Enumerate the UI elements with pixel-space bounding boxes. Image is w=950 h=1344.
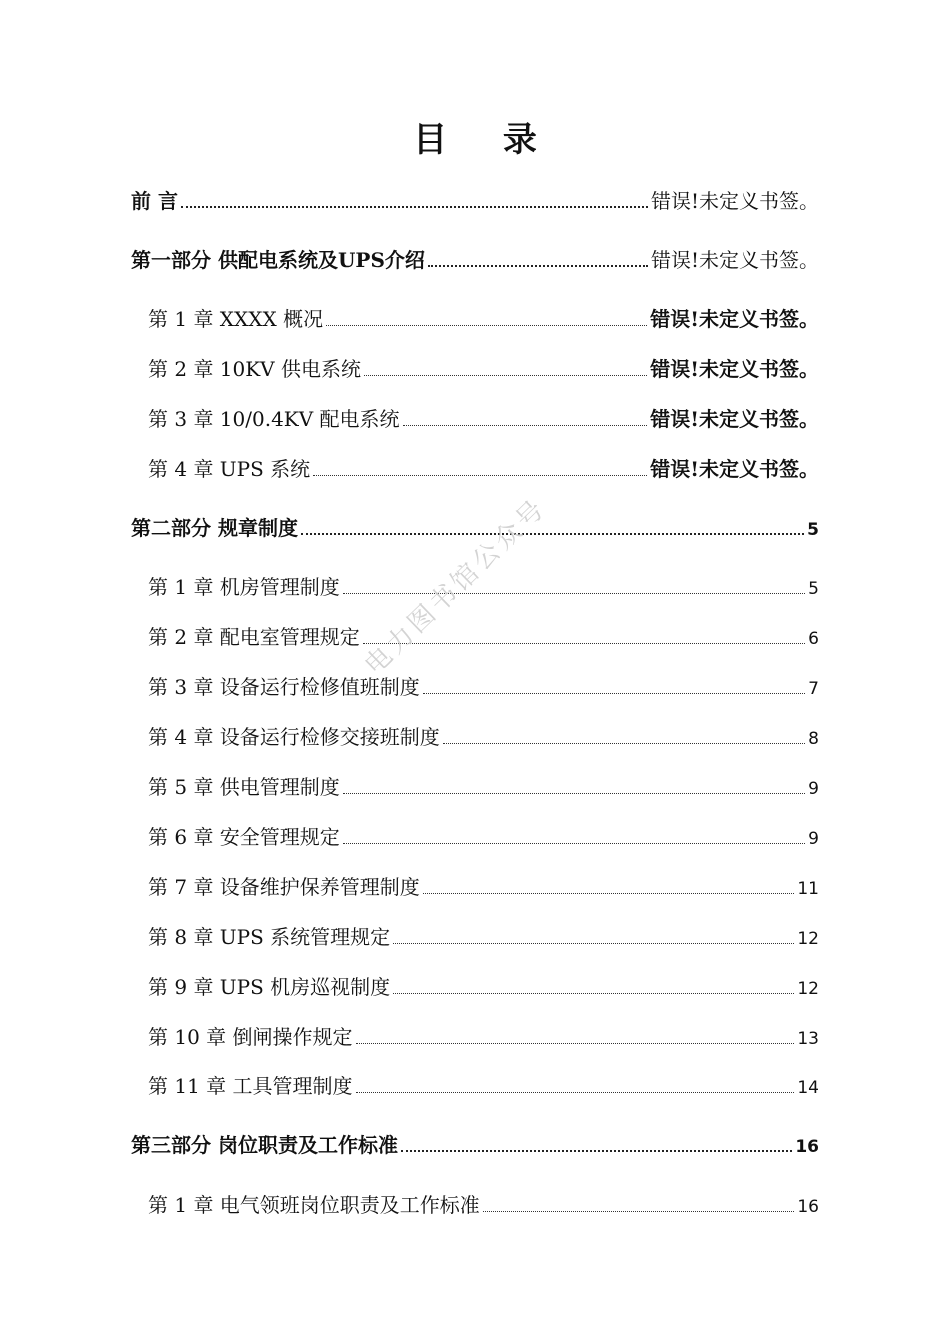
toc-entry-label: 第 4 章 UPS 系统 <box>148 457 311 481</box>
toc-entry-preface[interactable] <box>131 186 819 216</box>
toc-entry-label: 第 6 章 安全管理规定 <box>148 825 340 849</box>
toc-entry-page: 12 <box>797 929 819 949</box>
dot-leader <box>181 206 648 208</box>
dot-leader <box>343 793 805 794</box>
toc-entry-part2-ch6[interactable] <box>148 822 819 852</box>
dot-leader <box>423 693 805 694</box>
toc-entry-page: 5 <box>807 520 819 540</box>
toc-entry-page: 错误!未定义书签。 <box>650 357 819 381</box>
toc-entry-page: 9 <box>808 829 819 849</box>
toc-entry-part2-ch2[interactable] <box>148 622 819 652</box>
toc-entry-page: 7 <box>808 679 819 699</box>
toc-entry-label: 第 1 章 机房管理制度 <box>148 575 340 599</box>
toc-entry-label: 第 2 章 10KV 供电系统 <box>148 357 361 381</box>
dot-leader <box>423 893 795 894</box>
toc-entry-label: 第 10 章 倒闸操作规定 <box>148 1025 353 1049</box>
toc-entry-part2-ch7[interactable] <box>148 872 819 902</box>
toc-entry-part2-ch8[interactable] <box>148 922 819 952</box>
dot-leader <box>393 993 794 994</box>
toc-entry-label: 第 2 章 配电室管理规定 <box>148 625 360 649</box>
toc-entry-part1-ch4[interactable] <box>148 454 819 484</box>
toc-entry-page: 16 <box>797 1197 819 1217</box>
dot-leader <box>483 1211 795 1212</box>
page-title: 目 录 <box>413 120 559 160</box>
toc-entry-part1-ch2[interactable] <box>148 354 819 384</box>
toc-entry-part2-ch10[interactable] <box>148 1022 819 1052</box>
toc-entry-part2-ch3[interactable] <box>148 672 819 702</box>
toc-entry-part3-ch1[interactable] <box>148 1190 819 1220</box>
toc-entry-label: 第 1 章 电气领班岗位职责及工作标准 <box>148 1193 480 1217</box>
toc-entry-page: 错误!未定义书签。 <box>650 307 819 331</box>
toc-entry-page: 13 <box>797 1029 819 1049</box>
dot-leader <box>443 743 805 744</box>
dot-leader <box>356 1043 795 1044</box>
toc-entry-part-1[interactable] <box>131 245 819 275</box>
toc-entry-page: 8 <box>808 729 819 749</box>
toc-entry-part-3[interactable] <box>131 1130 819 1160</box>
toc-entry-label: 前 言 <box>131 189 178 213</box>
dot-leader <box>363 643 805 644</box>
toc-entry-page: 14 <box>797 1078 819 1098</box>
dot-leader <box>364 375 647 376</box>
toc-entry-page: 错误!未定义书签。 <box>650 407 819 431</box>
toc-entry-page: 9 <box>808 779 819 799</box>
toc-entry-label: 第 4 章 设备运行检修交接班制度 <box>148 725 440 749</box>
dot-leader <box>343 593 805 594</box>
toc-entry-label: 第二部分 规章制度 <box>131 516 298 540</box>
toc-entry-page: 11 <box>797 879 819 899</box>
watermark: 电力图书馆公众号 <box>359 492 553 681</box>
toc-entry-label: 第 9 章 UPS 机房巡视制度 <box>148 975 391 999</box>
toc-entry-part2-ch4[interactable] <box>148 722 819 752</box>
toc-entry-page: 16 <box>795 1137 819 1157</box>
toc-entry-part1-ch3[interactable] <box>148 404 819 434</box>
dot-leader <box>313 475 647 476</box>
toc-entry-label: 第三部分 岗位职责及工作标准 <box>131 1133 398 1157</box>
dot-leader <box>301 533 804 535</box>
toc-entry-page: 错误!未定义书签。 <box>650 189 819 213</box>
toc-entry-page: 6 <box>808 629 819 649</box>
toc-entry-label: 第 8 章 UPS 系统管理规定 <box>148 925 391 949</box>
toc-entry-part2-ch9[interactable] <box>148 972 819 1002</box>
toc-entry-label: 第 5 章 供电管理制度 <box>148 775 340 799</box>
dot-leader <box>401 1150 792 1152</box>
dot-leader <box>428 265 648 267</box>
dot-leader <box>393 943 794 944</box>
dot-leader <box>326 325 647 326</box>
toc-entry-label: 第一部分 供配电系统及UPS介绍 <box>131 248 425 272</box>
toc-entry-page: 错误!未定义书签。 <box>650 457 819 481</box>
toc-entry-label: 第 1 章 XXXX 概况 <box>148 307 324 331</box>
toc-entry-label: 第 11 章 工具管理制度 <box>148 1074 353 1098</box>
toc-entry-page: 12 <box>797 979 819 999</box>
toc-entry-label: 第 3 章 设备运行检修值班制度 <box>148 675 420 699</box>
dot-leader <box>403 425 648 426</box>
toc-entry-label: 第 3 章 10/0.4KV 配电系统 <box>148 407 400 431</box>
toc-entry-part2-ch5[interactable] <box>148 772 819 802</box>
toc-entry-part1-ch1[interactable] <box>148 304 819 334</box>
toc-entry-page: 错误!未定义书签。 <box>650 248 819 272</box>
dot-leader <box>343 843 805 844</box>
toc-entry-label: 第 7 章 设备维护保养管理制度 <box>148 875 420 899</box>
dot-leader <box>356 1092 795 1093</box>
toc-entry-page: 5 <box>808 579 819 599</box>
toc-entry-part2-ch11[interactable] <box>148 1071 819 1101</box>
